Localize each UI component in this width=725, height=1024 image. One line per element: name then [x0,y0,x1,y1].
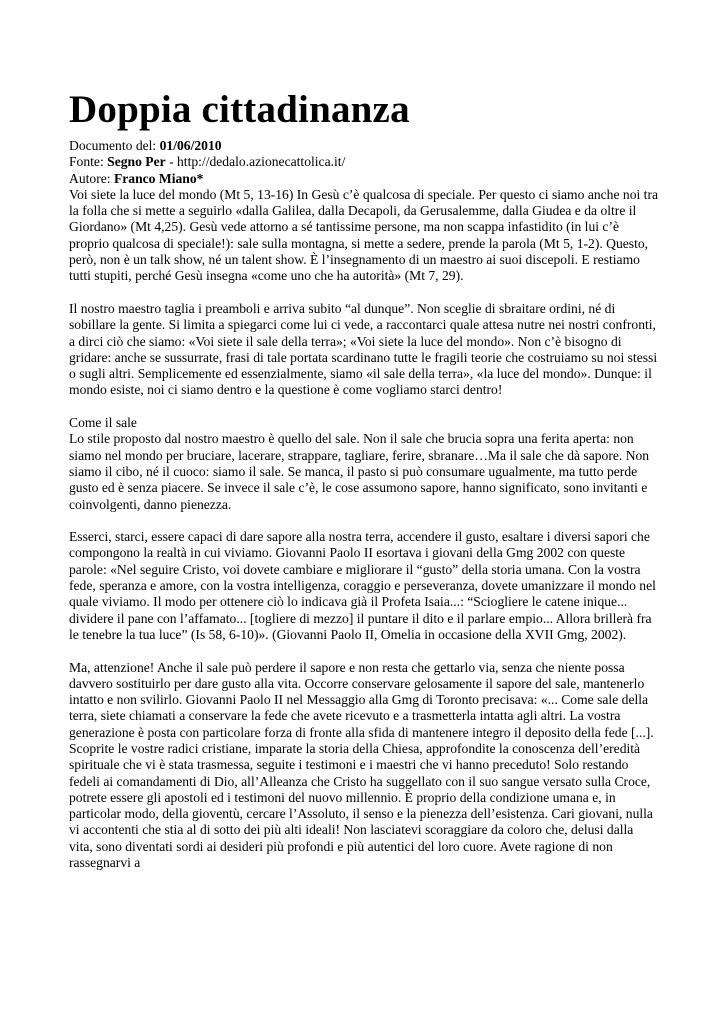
section-title: Come il sale [69,415,137,431]
meta-date [69,138,659,154]
paragraph-attenzione: Ma, attenzione! Anche il sale può perdere il sapore e non resta che gettarlo via, senza che niente possa davvero sostituirlo per dare gusto alla vita. Occorre conservare gelosamente il sapore del sale, mantenerlo intatto e non svilirlo. Giovanni Paolo II nel Messaggio alla Gmg di Toronto precisava: «... Come sale della terra, siete chiamati a conservare la fede che avete ricevuto e a trasmetterla intatta agli altri. La vostra generazione è posta con particolare forza di fronte alla sfida di mantenere integro il deposito della fede [...]. Scoprite le vostre radici cristiane, imparate la storia della Chiesa, approfondite la conoscenza dell’eredità spirituale che vi è stata trasmessa, seguite i testimoni e i maestri che vi hanno preceduto! Solo restando fedeli ai comandamenti di Dio, all’Alleanza che Cristo ha suggellato con il suo sangue versato sulla Croce, potrete essere gli apostoli ed i testimoni del nuovo millennio. È proprio della condizione umana e, in particolar modo, della gioventù, cercare l’Assoluto, il senso e la pienezza dell’esistenza. Cari giovani, nulla vi accontenti che stia al di sotto dei più alti ideali! Non lasciatevi scoraggiare da coloro che, delusi dalla vita, sono diventati sordi ai desideri più profondi e più autentici del loro cuore. Avete ragione di non rassegnarvi a [69,659,654,871]
meta-source [69,154,659,170]
meta-source-name: Segno Per [107,154,166,170]
meta-author [69,171,659,187]
document-title: Doppia cittadinanza [69,88,410,131]
meta-source-sep: - [165,154,177,170]
paragraph-intro: Voi siete la luce del mondo (Mt 5, 13-16) In Gesù c’è qualcosa di speciale. Per questo ci siamo anche noi tra la folla che si mette a seguirlo «dalla Galilea, dalla Decapoli, da Gerusalemme, dalla Giudea e da oltre il Giordano» (Mt 4,25). Gesù vede attorno a sé tantissime persone, ma non scappa infastidito (in lui c’è proprio qualcosa di speciale!): sale sulla montagna, si mette a sedere, prende la parola (Mt 5, 1-2). Questo, però, non è un talk show, né un talent show. È l’insegnamento di un maestro ai suoi discepoli. E restiamo tutti stupiti, perché Gesù insegna «come uno che ha autorità» (Mt 7, 29). [69,186,659,284]
meta-date-label: Documento del: [69,138,160,153]
paragraph-maestro: Il nostro maestro taglia i preamboli e arriva subito “al dunque”. Non sceglie di sbraitare ordini, né di sobillare la gente. Si limita a spiegarci come lui ci vede, a raccontarci quale attesa nutre nei nostri confronti, a dirci ciò che siamo: «Voi siete il sale della terra»; «Voi siete la luce del mondo». Non c’è bisogno di gridare: anche se sussurrate, frasi di tale portata scardinano tutte le fragili teorie che costruiamo su noi stessi o sugli altri. Semplicemente ed essenzialmente, siamo «il sale della terra», «la luce del mondo». Dunque: il mondo esiste, noi ci siamo dentro e la questione è come vogliamo starci dentro! [69,300,658,398]
paragraph-esserci: Esserci, starci, essere capaci di dare sapore alla nostra terra, accendere il gusto, esaltare i diversi sapori che compongono la realtà in cui viviamo. Giovanni Paolo II esortava i giovani della Gmg 2002 con queste parole: «Nel seguire Cristo, voi dovete cambiare e migliorare il “gusto” della storia umana. Con la vostra fede, speranza e amore, con la vostra intelligenza, coraggio e perseveranza, dovete umanizzare il mondo nel quale viviamo. Il modo per ottenere ciò lo indicava già il Profeta Isaia...: “Sciogliere le catene inique... dividere il pane con l’affamato... [togliere di mezzo] il puntare il dito e il parlare empio... Allora brillerà fra le tenebre la tua luce” (Is 58, 6-10)». (Giovanni Paolo II, Omelia in occasione della XVII Gmg, 2002). [69,529,656,642]
meta-source-url: http://dedalo.azionecattolica.it/ [177,154,346,170]
paragraph-sale-stile: Lo stile proposto dal nostro maestro è quello del sale. Non il sale che brucia sopra una ferita aperta: non siamo nel mondo per bruciare, lacerare, strappare, tagliare, ferire, sbranare…Ma il sale che dà sapore. Non siamo il cibo, né il cuoco: siamo il sale. Se manca, il pasto si può consumare ugualmente, ma tutto perde gusto ed è senza piacere. Se invece il sale c’è, le cose assumono sapore, hanno significato, sono invitanti e coinvolgenti, danno pienezza. [69,431,650,512]
meta-author-label: Autore: [69,170,114,186]
meta-date-value: 01/06/2010 [159,138,222,153]
meta-author-name: Franco Miano* [113,170,204,186]
document-page [69,88,659,871]
document-meta [69,138,659,187]
meta-source-label: Fonte: [69,154,108,170]
